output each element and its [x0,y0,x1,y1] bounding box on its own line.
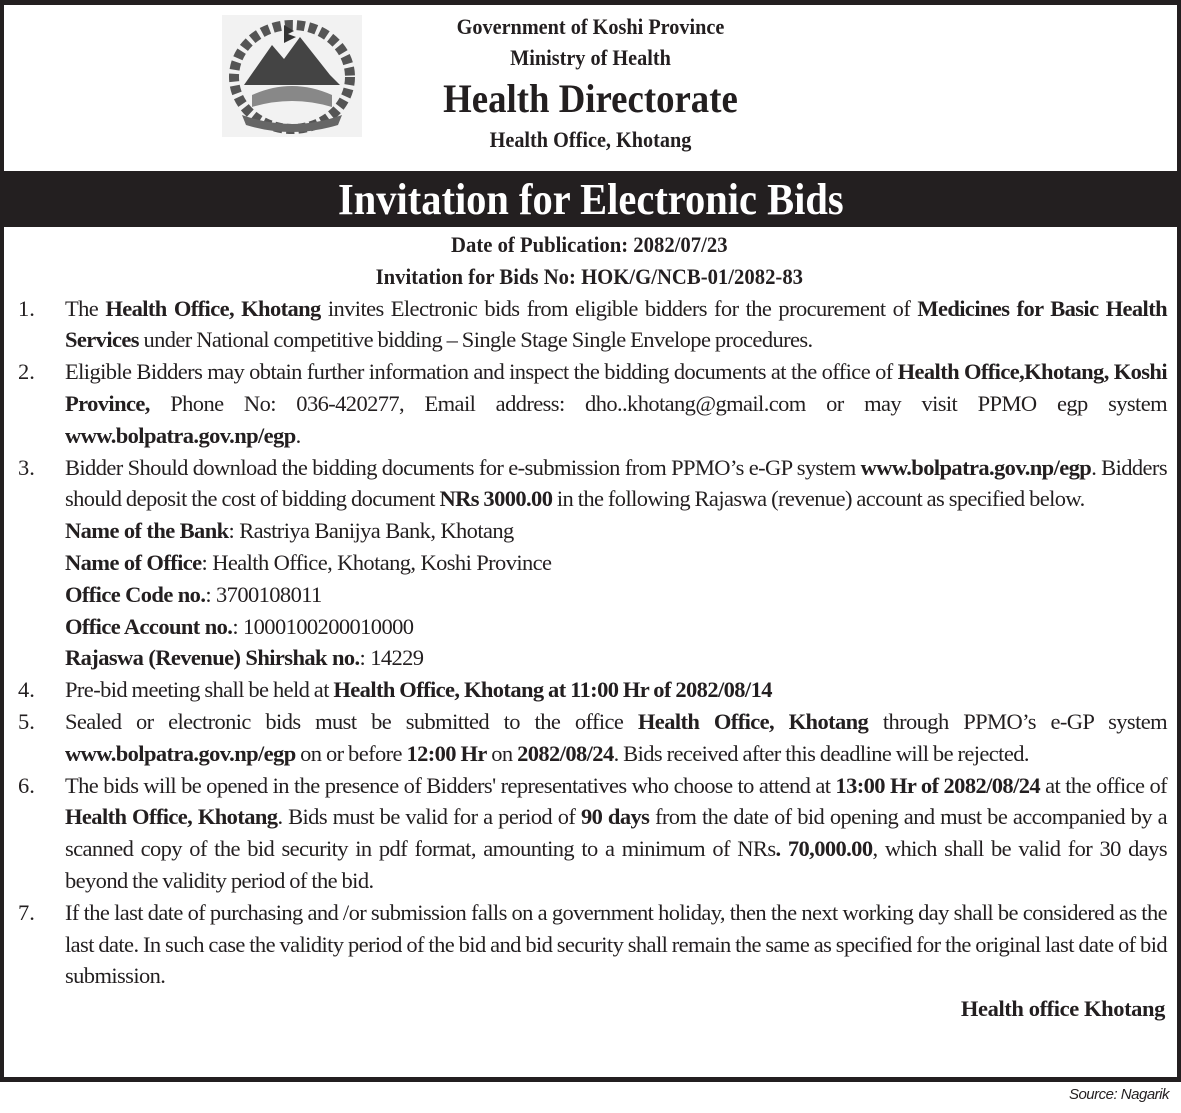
notice-header [4,5,1177,167]
notice-item [12,674,1167,706]
item-text: The bids will be opened in the presence of Bidders' representatives who choose to attend at 13:00 Hr of 2082/08/24 at the office of Health Office, Khotang. Bids must be valid for a period of 90 days from the date of bid opening and must be accompanied by a scanned copy of the bid security in pdf format, amounting to a minimum of NRs. 70,000.00, which shall be valid for 30 days beyond the validity period of the bid. [65,772,1167,893]
publication-date: Date of Publication: 2082/07/23 [451,232,728,257]
notice-item [12,293,1167,357]
item-number: 7. [18,899,35,925]
notice-item [12,706,1167,770]
notice-items [12,293,1167,993]
signature: Health office Khotang [960,996,1165,1022]
source-credit: Source: Nagarik [1068,1086,1169,1103]
notice-item [12,897,1167,992]
notice-title-banner [4,171,1177,227]
notice-title: Invitation for Electronic Bids [337,175,844,224]
directorate-title: Health Directorate [443,76,738,121]
notice-item [12,770,1167,897]
notice-item [12,452,1167,516]
item-text: The Health Office, Khotang invites Electronic bids from eligible bidders for the procurement of Medicines for Basic Health Services under National competitive bidding – Single Stage Single Envelope procedures. [65,295,1167,353]
account-detail: Name of the Bank: Rastriya Banijya Bank, Khotang [65,518,514,544]
notice-item [12,356,1167,451]
item-number: 5. [18,708,35,734]
item-number: 1. [18,295,35,321]
government-name: Government of Koshi Province [456,14,725,39]
account-detail: Name of Office: Health Office, Khotang, Koshi Province [65,549,552,575]
item-number: 6. [18,772,35,798]
account-detail: Rajaswa (Revenue) Shirshak no.: 14229 [65,645,424,671]
item-number: 4. [18,677,35,703]
item-text: Sealed or electronic bids must be submitted to the office Health Office, Khotang through PPMO’s e-GP system www.bolpatra.gov.np/egp on or before 12:00 Hr on 2082/08/24. Bids received after this deadline will be rejected. [65,708,1168,766]
item-text: Pre-bid meeting shall be held at Health Office, Khotang at 11:00 Hr of 2082/08/14 [65,677,772,703]
ministry-name: Ministry of Health [510,45,671,70]
account-detail: Office Code no.: 3700108011 [65,581,322,607]
office-name: Health Office, Khotang [489,127,692,152]
item-text: If the last date of purchasing and /or submission falls on a government holiday, then the next working day shall be considered as the last date. In such case the validity period of the bid and bid security shall remain the same as specified for the original last date of bid submission. [65,899,1168,989]
account-detail: Office Account no.: 1000100200010000 [65,613,414,639]
item-number: 2. [18,359,35,385]
item-number: 3. [18,454,35,480]
item-text: Bidder Should download the bidding documents for e-submission from PPMO’s e-GP system www.bolpatra.gov.np/egp. Bidders should deposit the cost of bidding document NRs 3000.00 in the following Rajaswa (revenue) account as specified below. [65,454,1167,512]
ifb-number: Invitation for Bids No: HOK/G/NCB-01/2082-83 [375,263,804,289]
item-text: Eligible Bidders may obtain further information and inspect the bidding documents at the office of Health Office,Khotang, Koshi Province, Phone No: 036-420277, Email address: dho..khotang@gmail.com or may visit PPMO egp system www.bolpatra.gov.np/egp. [65,359,1167,448]
notice-body [4,229,1177,1025]
